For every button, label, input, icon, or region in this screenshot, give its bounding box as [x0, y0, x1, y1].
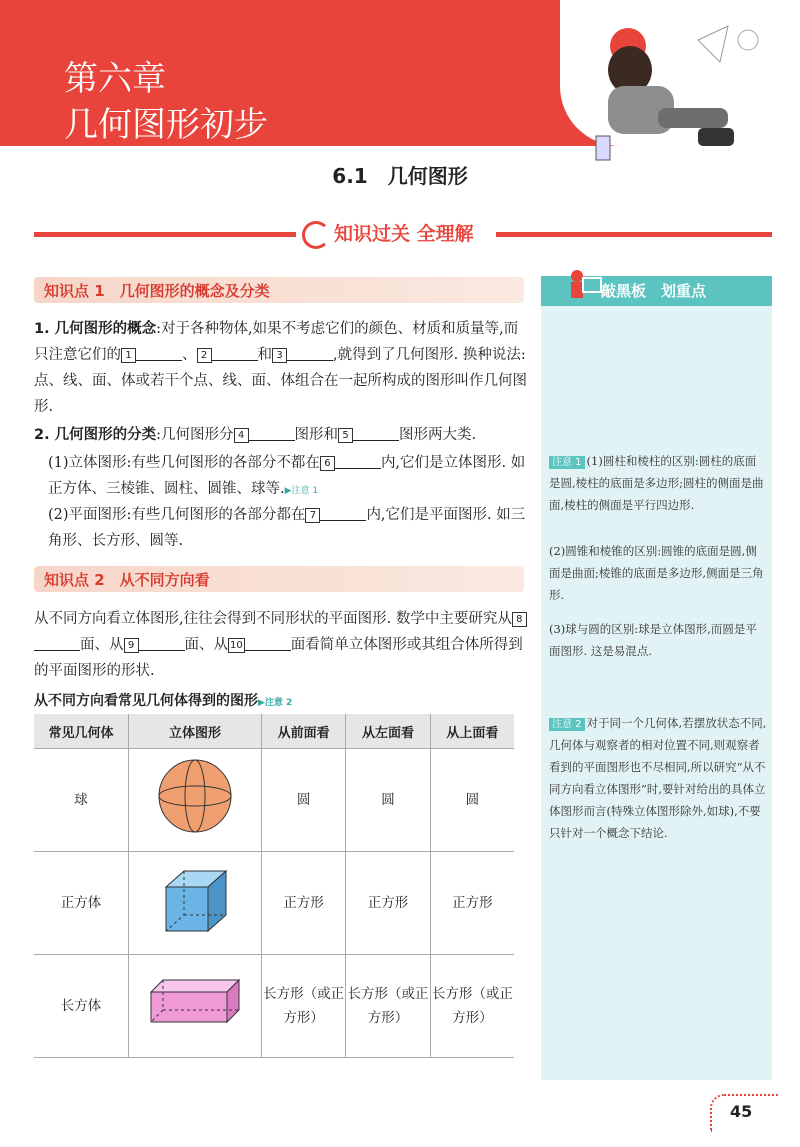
kp2-text-a: 从不同方向看立体图形,往往会得到不同形状的平面图形. 数学中主要研究从	[34, 611, 512, 627]
header-left-view: 从左面看	[346, 714, 430, 749]
table-row	[34, 749, 514, 852]
sidebar-title: 敲黑板 划重点	[601, 282, 707, 300]
cuboid-icon	[145, 972, 245, 1032]
blank-box: 1	[121, 348, 136, 363]
blank-box: 8	[512, 612, 527, 627]
section-title: 6.1 几何图形	[332, 164, 468, 188]
divider-right	[496, 232, 772, 237]
chapter-illustration	[548, 0, 778, 168]
note-ref[interactable]: ▶注意 2	[258, 698, 293, 708]
item1-text-a: :对于各种物体,如果不考虑它们的颜色、材质和质量等,而只注意它们的	[34, 321, 519, 363]
sidebar-note-1c	[549, 618, 767, 662]
item1-text-c: ,就得到了几何图形. 换种说法:点、线、面、体或若干个点、线、面、体组合在一起所构成的图形叫作几何图形.	[34, 347, 527, 415]
kp2-text-d: 面看简单立体图形或其组合体所得到的平面图形的形状.	[34, 637, 523, 679]
left-view: 长方形（或正方形）	[346, 955, 430, 1058]
blank-line[interactable]	[249, 424, 295, 441]
kp2-text-c: 面、从	[184, 637, 228, 653]
header-solid-name: 常见几何体	[34, 714, 129, 749]
chapter-label: 第六章	[64, 59, 166, 99]
note1-text: (1)圆柱和棱柱的区别:圆柱的底面是圆,棱柱的底面是多边形;圆柱的侧面是曲面,棱柱的侧面是平行四边形.	[549, 454, 764, 512]
sidebar-header	[541, 276, 772, 306]
blank-line[interactable]	[139, 634, 185, 651]
blank-box: 10	[230, 640, 243, 651]
plane-text-a: (2)平面图形:有些几何图形的各部分都在	[48, 507, 306, 523]
views-table	[34, 714, 514, 1058]
note1b-text: (2)圆锥和棱锥的区别:圆锥的底面是圆,侧面是曲面;棱锥的底面是多边形,侧面是三角形.	[549, 544, 764, 602]
left-view: 正方形	[346, 852, 430, 955]
plane-text-b: 内,它们是平面图形. 如三角形、长方形、圆等.	[48, 507, 526, 549]
kp1-title-bar	[34, 277, 524, 303]
header-solid-figure: 立体图形	[129, 714, 262, 749]
blank-line[interactable]	[320, 504, 366, 521]
blank-box: 9	[124, 638, 139, 653]
cuboid-figure	[129, 955, 262, 1058]
top-view: 长方形（或正方形）	[430, 955, 514, 1058]
front-view: 圆	[262, 749, 346, 852]
item2-text-a: :几何图形分	[156, 427, 234, 443]
blank-line[interactable]	[287, 344, 333, 361]
item1-label: 1. 几何图形的概念	[34, 321, 157, 337]
knowledge-heading-text: 知识过关 全理解	[334, 223, 474, 245]
solid-text-b: 内,它们是立体图形. 如正方体、三棱锥、圆柱、圆锥、球等.	[48, 455, 526, 497]
blank-box: 7	[305, 508, 320, 523]
blank-box: 6	[320, 456, 335, 471]
divider-left	[34, 232, 296, 237]
table-caption	[34, 690, 292, 710]
item2-text-b: 图形和	[294, 427, 339, 443]
note-tag: 注意 2	[549, 718, 585, 731]
solid-text-a: (1)立体图形:有些几何图形的各部分不都在	[48, 455, 320, 471]
table-caption-text: 从不同方向看常见几何体得到的图形	[34, 693, 258, 709]
swirl-icon	[302, 221, 330, 249]
blank-box: 5	[338, 428, 353, 443]
kp1-solid	[48, 450, 528, 504]
blank-line[interactable]	[212, 344, 258, 361]
sidebar-note-2	[549, 712, 767, 844]
cube-icon	[150, 859, 240, 939]
kp1-item2	[34, 422, 528, 448]
note2-text: 对于同一个几何体,若摆放状态不同,几何体与观察者的相对位置不同,则观察者看到的平面图形也不尽相同,所以研究“从不同方向看立体图形”时,要针对给出的具体立体图形而言(特殊立体图形除外,如球),不要只针对一个概念下结论.	[549, 716, 767, 840]
table-header-row	[34, 714, 514, 749]
left-view: 圆	[346, 749, 430, 852]
sphere-figure	[129, 749, 262, 852]
note1c-text: (3)球与圆的区别:球是立体图形,而圆是平面图形. 这是易混点.	[549, 622, 757, 658]
front-view: 长方形（或正方形）	[262, 955, 346, 1058]
note-tag: 注意 1	[549, 456, 585, 469]
front-view: 正方形	[262, 852, 346, 955]
table-row	[34, 955, 514, 1058]
note-ref[interactable]: ▶注意 1	[284, 486, 319, 496]
header-top-view: 从上面看	[430, 714, 514, 749]
item1-text-b: 和	[257, 347, 272, 363]
kp1-item1: 1. 几何图形的概念:对于各种物体,如果不考虑它们的颜色、材质和质量等,而只注意它们的 1 、 2 和 3 ,就得到了几何图形. 换种说法:点、线、面、体或若干个点、线、面、体组合在一起所构成的图形叫作几何图形.	[34, 321, 527, 415]
teacher-icon	[563, 268, 603, 302]
blank-line[interactable]	[245, 634, 291, 651]
blank-box: 2	[197, 348, 212, 363]
sidebar-note-1b	[549, 540, 767, 606]
row-name: 球	[34, 749, 129, 852]
kp2-paragraph	[34, 606, 528, 684]
row-name: 正方体	[34, 852, 129, 955]
knowledge-heading	[302, 219, 496, 249]
kp2-title-bar	[34, 566, 524, 592]
page-number-box	[710, 1094, 778, 1132]
blank-line[interactable]	[353, 424, 399, 441]
blank-line[interactable]	[34, 634, 80, 651]
item2-label: 2. 几何图形的分类	[34, 427, 157, 443]
sidebar-note-1	[549, 450, 767, 516]
chapter-title: 几何图形初步	[64, 105, 268, 145]
top-view: 正方形	[430, 852, 514, 955]
blank-line[interactable]	[335, 452, 381, 469]
blank-line[interactable]	[136, 344, 182, 361]
blank-box: 4	[234, 428, 249, 443]
header-front-view: 从前面看	[262, 714, 346, 749]
kp2-title: 知识点 2 从不同方向看	[44, 571, 210, 589]
sidebar-panel	[541, 276, 772, 1080]
table-row	[34, 852, 514, 955]
top-view: 圆	[430, 749, 514, 852]
kp1-title: 知识点 1 几何图形的概念及分类	[44, 282, 270, 300]
page-number: 45	[730, 1102, 753, 1121]
cube-figure	[129, 852, 262, 955]
blank-box: 3	[272, 348, 287, 363]
kp2-text-b: 面、从	[80, 637, 124, 653]
kp1-plane	[48, 502, 528, 554]
row-name: 长方体	[34, 955, 129, 1058]
sphere-icon	[150, 756, 240, 836]
item2-text-c: 图形两大类.	[399, 427, 477, 443]
